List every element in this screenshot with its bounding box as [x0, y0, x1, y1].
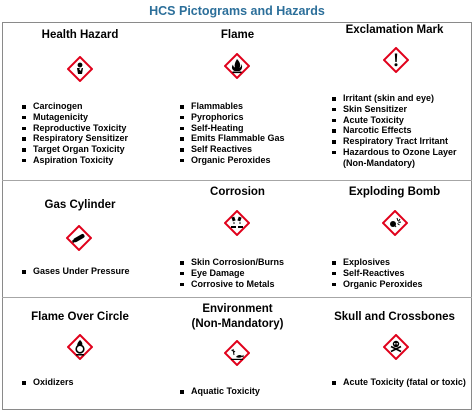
list-item: Self Reactives: [180, 144, 285, 155]
hazard-list: [22, 266, 130, 277]
list-item: Acute Toxicity: [332, 115, 457, 126]
cell-title: Skull and Crossbones: [334, 311, 455, 323]
list-item: Hazardous to Ozone Layer: [332, 147, 457, 158]
cell-health-hazard: [0, 0, 160, 180]
list-item: Gases Under Pressure: [22, 266, 130, 277]
page-title: HCS Pictograms and Hazards: [149, 4, 325, 18]
hazard-list: [332, 377, 466, 388]
environment-icon: [224, 340, 250, 366]
list-item: Mutagenicity: [22, 112, 128, 123]
cell-title: Exploding Bomb: [348, 186, 441, 198]
list-item: Organic Peroxides: [332, 279, 423, 290]
list-item: Eye Damage: [180, 268, 284, 279]
cell-corrosion: [160, 181, 315, 297]
hazard-list: [22, 377, 74, 388]
skull-and-crossbones-icon: [383, 334, 409, 360]
exploding-bomb-icon: [382, 210, 408, 236]
cell-title: Flame Over Circle: [31, 311, 129, 323]
list-item: Acute Toxicity (fatal or toxic): [332, 377, 466, 388]
cell-title: Corrosion: [210, 186, 265, 198]
list-item: Pyrophorics: [180, 112, 285, 123]
list-item: Aspiration Toxicity: [22, 155, 128, 166]
flame-icon: [224, 53, 250, 79]
list-item: Aquatic Toxicity: [180, 386, 260, 397]
flame-over-circle-icon: [67, 334, 93, 360]
hazard-list: [180, 386, 260, 397]
list-item: Corrosive to Metals: [180, 279, 284, 290]
list-item: Emits Flammable Gas: [180, 133, 285, 144]
cell-title: Gas Cylinder: [44, 199, 116, 211]
list-item: Oxidizers: [22, 377, 74, 388]
cell-flame: [160, 0, 315, 180]
cell-gas-cylinder: [0, 181, 160, 297]
list-item: Self-Heating: [180, 123, 285, 134]
health-hazard-icon: [67, 56, 93, 82]
list-item: Reproductive Toxicity: [22, 123, 128, 134]
cell-exploding-bomb: [315, 181, 474, 297]
cell-title: Health Hazard: [41, 29, 119, 41]
list-item: Flammables: [180, 101, 285, 112]
exclamation-mark-icon: [383, 47, 409, 73]
cell-exclamation-mark: [315, 0, 474, 180]
gas-cylinder-icon: [66, 225, 92, 251]
list-item: Skin Sensitizer: [332, 104, 457, 115]
hazard-list: [22, 101, 128, 166]
cell-title: Flame: [220, 29, 255, 41]
list-item: Irritant (skin and eye): [332, 93, 457, 104]
list-item-continuation: (Non-Mandatory): [343, 157, 415, 168]
list-item: Narcotic Effects: [332, 125, 457, 136]
hazard-list: [332, 93, 457, 169]
list-item: Carcinogen: [22, 101, 128, 112]
hazard-list: [180, 257, 284, 289]
list-item: Self-Reactives: [332, 268, 423, 279]
list-item: Target Organ Toxicity: [22, 144, 128, 155]
list-item: Skin Corrosion/Burns: [180, 257, 284, 268]
corrosion-icon: [224, 210, 250, 236]
cell-title: Exclamation Mark: [345, 24, 444, 36]
list-item: Respiratory Tract Irritant: [332, 136, 457, 147]
cell-skull-and-crossbones: [315, 298, 474, 410]
hazard-list: [332, 257, 423, 289]
cell-title: Environment: [202, 303, 273, 315]
list-item: Organic Peroxides: [180, 155, 285, 166]
cell-environment: [160, 298, 315, 410]
cell-flame-over-circle: [0, 298, 160, 410]
list-item: Explosives: [332, 257, 423, 268]
hazard-list: [180, 101, 285, 166]
cell-subtitle: (Non-Mandatory): [191, 318, 284, 330]
list-item: Respiratory Sensitizer: [22, 133, 128, 144]
